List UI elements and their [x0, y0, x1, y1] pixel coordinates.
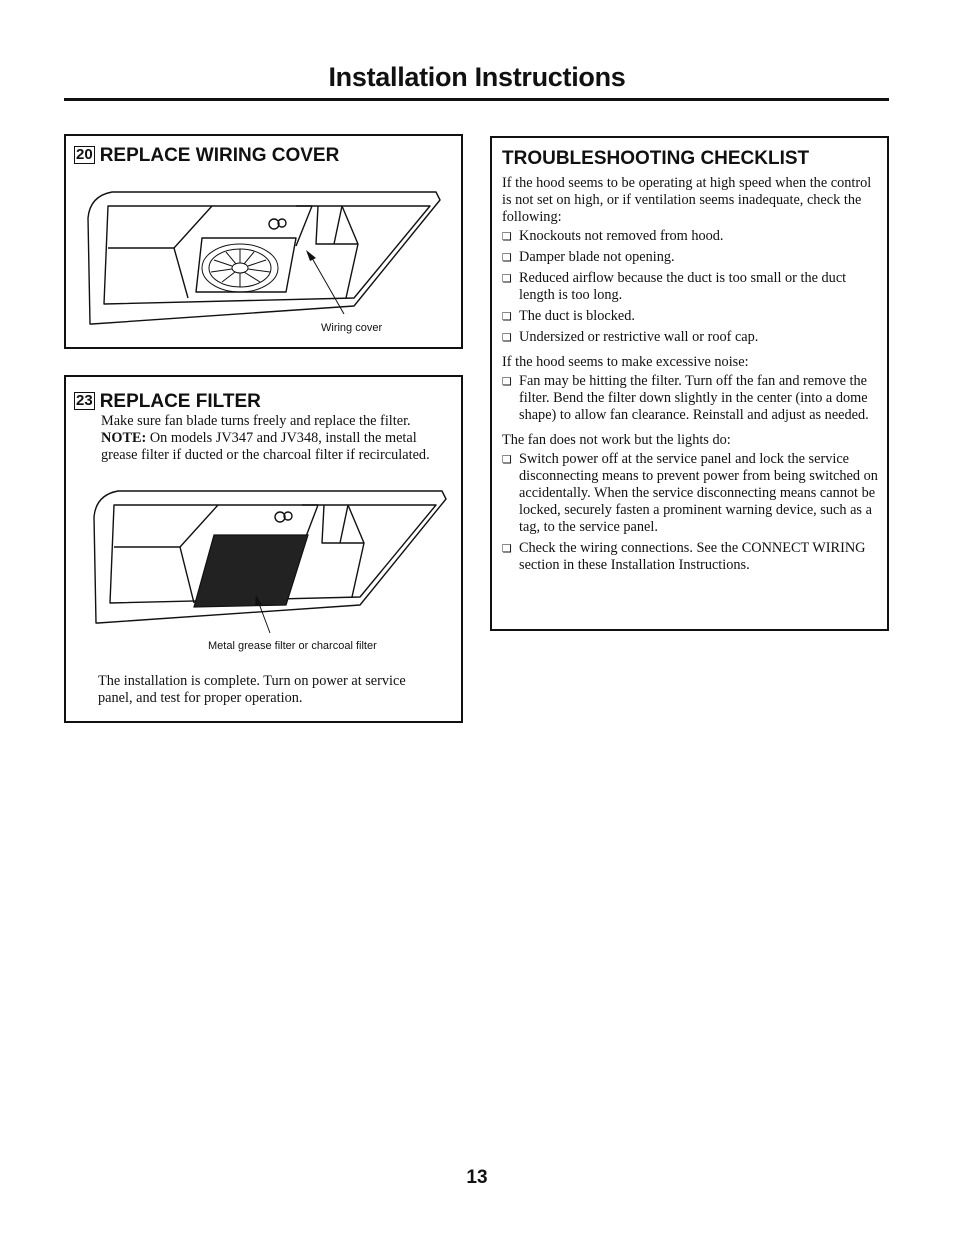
troubleshooting-intro-high-speed: If the hood seems to be operating at high speed when the control is not set on high, or if ventilation seems inadequate, check the following: — [502, 175, 872, 225]
troubleshooting-content — [502, 175, 882, 582]
checklist-fan — [502, 451, 882, 574]
checklist-item: ❏ Undersized or restrictive wall or roof cap. — [502, 329, 882, 346]
filter-caption: Metal grease filter or charcoal filter — [208, 640, 377, 652]
replace-wiring-cover-section — [64, 134, 463, 349]
filter-note-label: NOTE: — [101, 430, 147, 446]
checklist-item: ❏ Switch power off at the service panel and lock the service disconnecting means to prevent power from being switched on accidentally. When the service disconnecting means cannot be locked, securely fasten a prominent warning device, such as a tag, to the service panel. — [502, 451, 882, 536]
troubleshooting-intro-fan: The fan does not work but the lights do: — [502, 432, 731, 448]
checklist-noise — [502, 373, 882, 424]
title-rule — [64, 98, 889, 101]
filter-text-before: Make sure fan blade turns freely and replace the filter. — [101, 413, 411, 429]
troubleshooting-checklist — [490, 136, 889, 631]
installation-complete-text: The installation is complete. Turn on power at service panel, and test for proper operation. — [98, 673, 406, 706]
step-number-23: 23 — [76, 392, 93, 409]
replace-filter-section — [64, 375, 463, 723]
page-title: Installation Instructions — [328, 62, 626, 92]
filter-heading — [74, 391, 261, 413]
checklist-high-speed — [502, 228, 882, 346]
filter-text-after: On models JV347 and JV348, install the metal grease filter if ducted or the charcoal filter if recirculated. — [101, 430, 430, 463]
checklist-item: ❏ Check the wiring connections. See the CONNECT WIRING section in these Installation Instructions. — [502, 540, 882, 574]
wiring-cover-heading — [74, 145, 339, 167]
page-number: 13 — [466, 1167, 488, 1188]
checklist-item: ❏ Reduced airflow because the duct is too small or the duct length is too long. — [502, 270, 882, 304]
hood-wiring-cover-illustration — [84, 188, 444, 328]
filter-heading-text: REPLACE FILTER — [99, 391, 261, 412]
step-number-20: 20 — [76, 146, 93, 163]
checklist-item: ❏ Damper blade not opening. — [502, 249, 882, 266]
checklist-item: ❏ Fan may be hitting the filter. Turn off the fan and remove the filter. Bend the filter down slightly in the center (into a dome shape) to allow fan clearance. Reinstall and adjust as needed. — [502, 373, 882, 424]
wiring-cover-caption: Wiring cover — [321, 322, 383, 334]
checklist-item: ❏ The duct is blocked. — [502, 308, 882, 325]
wiring-cover-heading-text: REPLACE WIRING COVER — [99, 145, 340, 166]
troubleshooting-intro-noise: If the hood seems to make excessive noise: — [502, 354, 749, 370]
filter-instructions — [101, 413, 443, 464]
hood-filter-illustration — [90, 487, 450, 637]
troubleshooting-title: TROUBLESHOOTING CHECKLIST — [502, 148, 810, 169]
checklist-item: ❏ Knockouts not removed from hood. — [502, 228, 882, 245]
